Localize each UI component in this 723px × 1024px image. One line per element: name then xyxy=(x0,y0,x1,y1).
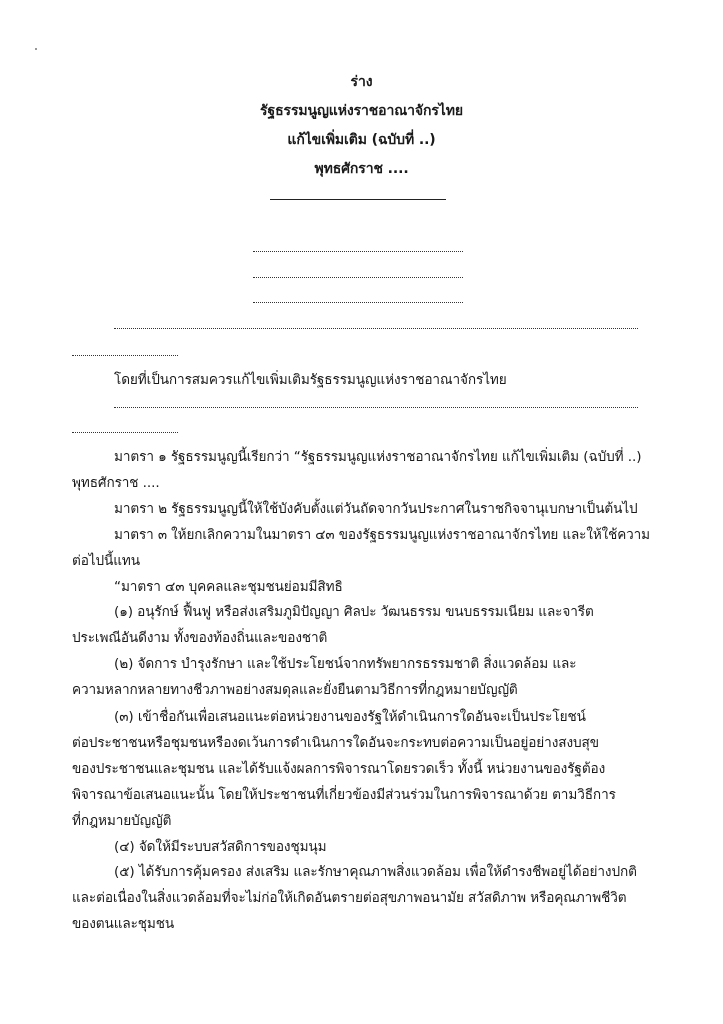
section-3-line-2: ต่อไปนี้แทน xyxy=(72,553,140,569)
scan-speck xyxy=(35,48,37,50)
item-5-line-3: ของตนและชุมชน xyxy=(72,916,175,932)
header-title: รัฐธรรมนูญแห่งราชอาณาจักรไทย xyxy=(260,103,463,119)
item-3-line-2: ต่อประชาชนหรือชุมชนหรืองดเว้นการดำเนินการใดอันจะกระทบต่อความเป็นอยู่อย่างสงบสุข xyxy=(72,735,599,751)
header-amendment: แก้ไขเพิ่มเติม (ฉบับที่ ..) xyxy=(287,132,436,148)
blank-line xyxy=(253,302,463,303)
item-5-line-1: (๕) ได้รับการคุ้มครอง ส่งเสริม และรักษาคุณภาพสิ่งแวดล้อม เพื่อให้ดำรงชีพอยู่ได้อย่างปกติ xyxy=(114,864,637,880)
header-year: พุทธศักราช .... xyxy=(314,161,409,177)
item-2-line-2: ความหลากหลายทางชีวภาพอย่างสมดุลและยั่งยืนตามวิธีการที่กฎหมายบัญญัติ xyxy=(72,682,518,698)
blank-line xyxy=(72,432,178,433)
blank-line xyxy=(114,407,638,408)
header-draft-label: ร่าง xyxy=(350,74,373,90)
item-1-line-1: (๑) อนุรักษ์ ฟื้นฟู หรือส่งเสริมภูมิปัญญา ศิลปะ วัฒนธรรม ขนบธรรมเนียม และจารีต xyxy=(114,604,594,620)
item-3-line-4: พิจารณาข้อเสนอแนะนั้น โดยให้ประชาชนที่เกี่ยวข้องมีส่วนร่วมในการพิจารณาด้วย ตามวิธีการ xyxy=(72,787,616,803)
blank-line xyxy=(253,277,463,278)
item-2-line-1: (๒) จัดการ บำรุงรักษา และใช้ประโยชน์จากทรัพยากรธรรมชาติ สิ่งแวดล้อม และ xyxy=(114,656,577,672)
item-3-line-5: ที่กฎหมายบัญญัติ xyxy=(72,813,172,829)
section-2: มาตรา ๒ รัฐธรรมนูญนี้ให้ใช้บังคับตั้งแต่วันถัดจากวันประกาศในราชกิจจานุเบกษาเป็นต้นไป xyxy=(114,501,638,517)
article-43-intro: “มาตรา ๔๓ บุคคลและชุมชนย่อมมีสิทธิ xyxy=(114,579,343,595)
header-rule xyxy=(270,199,446,200)
item-5-line-2: และต่อเนื่องในสิ่งแวดล้อมที่จะไม่ก่อให้เกิดอันตรายต่อสุขภาพอนามัย สวัสดิภาพ หรือคุณภาพชีวิต xyxy=(72,890,627,906)
section-3-line-1: มาตรา ๓ ให้ยกเลิกความในมาตรา ๔๓ ของรัฐธรรมนูญแห่งราชอาณาจักรไทย และให้ใช้ความ xyxy=(114,527,650,543)
section-1-line-1: มาตรา ๑ รัฐธรรมนูญนี้เรียกว่า “รัฐธรรมนูญแห่งราชอาณาจักรไทย แก้ไขเพิ่มเติม (ฉบับที่ ..) xyxy=(114,449,642,465)
blank-line xyxy=(253,251,463,252)
item-3-line-3: ของประชาชนและชุมชน และได้รับแจ้งผลการพิจารณาโดยรวดเร็ว ทั้งนี้ หน่วยงานของรัฐต้อง xyxy=(72,761,606,777)
item-3-line-1: (๓) เข้าชื่อกันเพื่อเสนอแนะต่อหน่วยงานของรัฐให้ดำเนินการใดอันจะเป็นประโยชน์ xyxy=(114,709,586,725)
item-1-line-2: ประเพณีอันดีงาม ทั้งของท้องถิ่นและของชาติ xyxy=(72,630,328,646)
blank-line xyxy=(72,355,178,356)
blank-line xyxy=(114,328,638,329)
section-1-line-2: พุทธศักราช .... xyxy=(72,475,160,491)
item-4: (๔) จัดให้มีระบบสวัสดิการของชุมนุม xyxy=(114,839,327,855)
preamble-reason: โดยที่เป็นการสมควรแก้ไขเพิ่มเติมรัฐธรรมนูญแห่งราชอาณาจักรไทย xyxy=(114,372,507,388)
